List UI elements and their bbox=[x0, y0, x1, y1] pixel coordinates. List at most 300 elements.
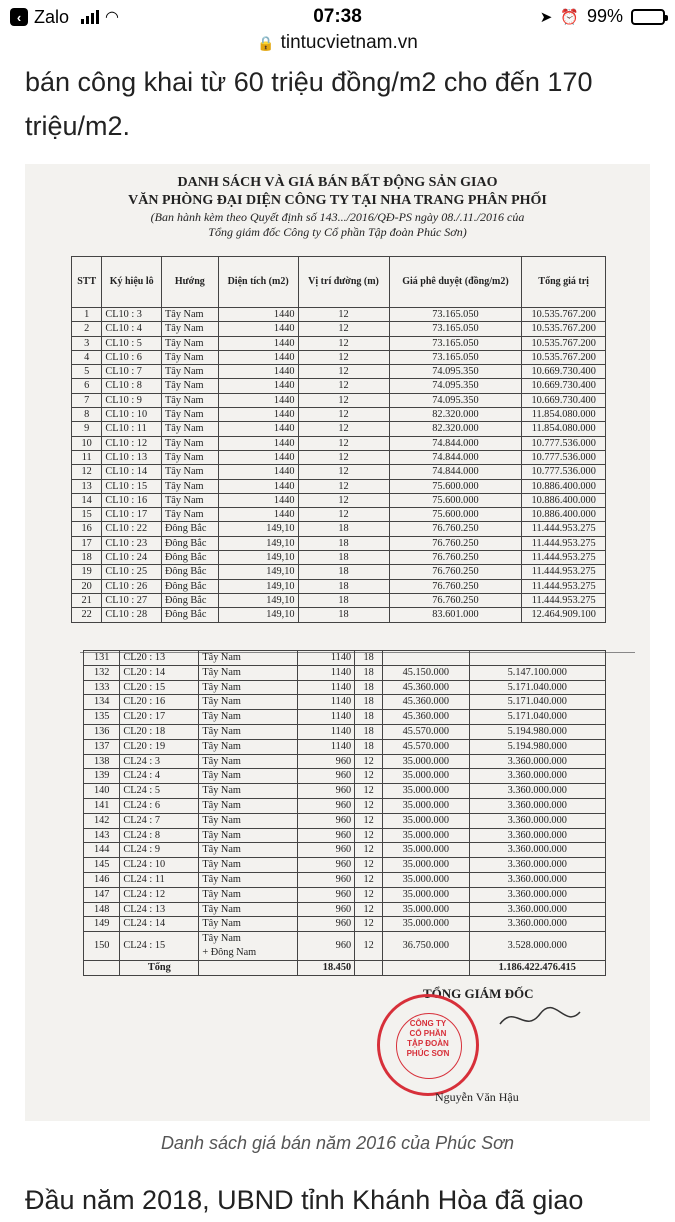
cell-area: 149,10 bbox=[218, 565, 298, 579]
cell-direction: Tây Nam bbox=[199, 798, 298, 813]
cell-direction: Tây Nam bbox=[199, 739, 298, 754]
cell-area: 960 bbox=[297, 872, 354, 887]
cell-stt: 140 bbox=[84, 784, 120, 799]
cell-total: 3.360.000.000 bbox=[469, 902, 605, 917]
cell-price: 35.000.000 bbox=[383, 872, 469, 887]
cell-road: 12 bbox=[355, 813, 383, 828]
stamp-line: PHÚC SƠN bbox=[406, 1049, 450, 1058]
cell-road: 12 bbox=[355, 769, 383, 784]
cell-area: 960 bbox=[297, 769, 354, 784]
table-row bbox=[72, 565, 606, 579]
cell-stt: 4 bbox=[72, 350, 102, 364]
signer-name: Nguyễn Văn Hậu bbox=[435, 1090, 519, 1104]
cell-road: 18 bbox=[355, 680, 383, 695]
cell-price: 76.760.250 bbox=[389, 536, 522, 550]
cell-road: 18 bbox=[298, 522, 389, 536]
cell-area: 960 bbox=[297, 917, 354, 932]
cell-direction: Tây Nam bbox=[199, 665, 298, 680]
direction-line1: Tây Nam bbox=[202, 933, 241, 945]
cell-stt: 8 bbox=[72, 408, 102, 422]
cell-stt: 17 bbox=[72, 536, 102, 550]
cell-lot: CL10 : 25 bbox=[102, 565, 162, 579]
back-arrow-icon[interactable]: ‹ bbox=[10, 8, 28, 26]
cell-price: 74.844.000 bbox=[389, 465, 522, 479]
cell-area: 1440 bbox=[218, 508, 298, 522]
cell-area: 1440 bbox=[218, 465, 298, 479]
table-row bbox=[84, 932, 606, 961]
cell-road: 12 bbox=[298, 393, 389, 407]
battery-percent: 99% bbox=[586, 6, 623, 26]
table-row bbox=[84, 917, 606, 932]
table-row bbox=[84, 843, 606, 858]
cell-price: 76.760.250 bbox=[389, 593, 522, 607]
cell-total bbox=[469, 651, 605, 666]
cell-direction: Tây Nam bbox=[161, 322, 218, 336]
cell-direction: Đông Bắc bbox=[161, 593, 218, 607]
cell-road: 12 bbox=[298, 322, 389, 336]
cell-stt: 146 bbox=[84, 872, 120, 887]
cell-stt: 141 bbox=[84, 798, 120, 813]
alarm-icon: ⏰ bbox=[560, 8, 579, 26]
cell-stt: 143 bbox=[84, 828, 120, 843]
cell-stt: 131 bbox=[84, 651, 120, 666]
table-row bbox=[84, 739, 606, 754]
cell-area: 1440 bbox=[218, 365, 298, 379]
cell-direction: Tây Nam bbox=[199, 902, 298, 917]
cell-road: 12 bbox=[298, 422, 389, 436]
cell-stt: 144 bbox=[84, 843, 120, 858]
cell-lot: CL24 : 8 bbox=[120, 828, 199, 843]
cell-total: 10.535.767.200 bbox=[522, 322, 606, 336]
cell-stt: 20 bbox=[72, 579, 102, 593]
cell-direction: Tây Nam bbox=[161, 450, 218, 464]
cell-price: 75.600.000 bbox=[389, 508, 522, 522]
cell-stt: 21 bbox=[72, 593, 102, 607]
cell-price: 45.360.000 bbox=[383, 695, 469, 710]
cell-total: 5.194.980.000 bbox=[469, 739, 605, 754]
table-row bbox=[72, 522, 606, 536]
cell-road: 18 bbox=[298, 593, 389, 607]
cell-price: 45.570.000 bbox=[383, 724, 469, 739]
cell-lot: CL10 : 6 bbox=[102, 350, 162, 364]
cell-road: 18 bbox=[355, 665, 383, 680]
cell-area: 149,10 bbox=[218, 522, 298, 536]
cell-stt: 13 bbox=[72, 479, 102, 493]
back-app-label[interactable]: Zalo bbox=[34, 6, 70, 27]
cell-price: 74.095.350 bbox=[389, 393, 522, 407]
cell-price: 45.150.000 bbox=[383, 665, 469, 680]
table-row bbox=[84, 710, 606, 725]
cell-road: 18 bbox=[298, 608, 389, 622]
cell-road: 12 bbox=[298, 408, 389, 422]
url-domain[interactable]: tintucvietnam.vn bbox=[280, 32, 418, 53]
cell-direction: Tây Nam bbox=[161, 465, 218, 479]
cell-stt: 10 bbox=[72, 436, 102, 450]
cell-road: 12 bbox=[298, 379, 389, 393]
cell-road: 12 bbox=[298, 493, 389, 507]
cell-price: 76.760.250 bbox=[389, 579, 522, 593]
cell-stt: 148 bbox=[84, 902, 120, 917]
cell-total: 5.147.100.000 bbox=[469, 665, 605, 680]
table-row bbox=[72, 365, 606, 379]
cell-direction: Tây Nam bbox=[199, 680, 298, 695]
cell-total: 3.360.000.000 bbox=[469, 828, 605, 843]
cell-stt: 133 bbox=[84, 680, 120, 695]
table-row bbox=[84, 769, 606, 784]
document-header bbox=[25, 174, 650, 240]
cell-lot: CL10 : 26 bbox=[102, 579, 162, 593]
cell-stt: 19 bbox=[72, 565, 102, 579]
cell-total: 3.360.000.000 bbox=[469, 769, 605, 784]
cell-price: 35.000.000 bbox=[383, 887, 469, 902]
cell-direction: Tây Nam bbox=[161, 393, 218, 407]
cell-area: 1440 bbox=[218, 336, 298, 350]
cell-price: 73.165.050 bbox=[389, 308, 522, 322]
table-row bbox=[84, 651, 606, 666]
price-table-top bbox=[71, 256, 606, 623]
cell-direction: Tây Nam bbox=[199, 813, 298, 828]
table-row bbox=[72, 479, 606, 493]
column-header: Ký hiệu lô bbox=[102, 257, 162, 308]
cell-stt: 139 bbox=[84, 769, 120, 784]
cell-price: 75.600.000 bbox=[389, 493, 522, 507]
table-row bbox=[84, 872, 606, 887]
cell-road: 12 bbox=[355, 872, 383, 887]
cell-area: 960 bbox=[297, 843, 354, 858]
cell-stt: 15 bbox=[72, 508, 102, 522]
cell-price: 35.000.000 bbox=[383, 858, 469, 873]
image-caption: Danh sách giá bán năm 2016 của Phúc Sơn bbox=[160, 1133, 515, 1153]
cell-total: 5.171.040.000 bbox=[469, 710, 605, 725]
cell-lot: CL10 : 12 bbox=[102, 436, 162, 450]
cell-direction: Tây Nam bbox=[161, 436, 218, 450]
cell-area: 1440 bbox=[218, 450, 298, 464]
table-row bbox=[72, 508, 606, 522]
cell-road: 12 bbox=[355, 902, 383, 917]
cell-total: 10.777.536.000 bbox=[522, 450, 606, 464]
cell-stt: 137 bbox=[84, 739, 120, 754]
cell-direction: Tây Nam bbox=[161, 493, 218, 507]
cell-direction: Tây Nam bbox=[199, 917, 298, 932]
cell-direction: Tây Nam bbox=[161, 379, 218, 393]
cell-total: 3.360.000.000 bbox=[469, 754, 605, 769]
table-row bbox=[72, 436, 606, 450]
table-row bbox=[72, 408, 606, 422]
cell-total: 10.669.730.400 bbox=[522, 365, 606, 379]
cell-lot: CL24 : 6 bbox=[120, 798, 199, 813]
cell-area: 1140 bbox=[297, 665, 354, 680]
stamp-line: CÔNG TY bbox=[409, 1019, 447, 1028]
table-row bbox=[72, 536, 606, 550]
cell-price: 82.320.000 bbox=[389, 422, 522, 436]
cell-road: 12 bbox=[298, 508, 389, 522]
cell-total: 11.854.080.000 bbox=[522, 408, 606, 422]
cell-direction: Tây Nam bbox=[161, 336, 218, 350]
table-row bbox=[72, 422, 606, 436]
document-title-1: DANH SÁCH VÀ GIÁ BÁN BẤT ĐỘNG SẢN GIAO bbox=[177, 175, 498, 190]
cell-direction: Tây Nam bbox=[199, 710, 298, 725]
cell-price bbox=[383, 651, 469, 666]
cell-road: 18 bbox=[298, 579, 389, 593]
cell-area: 1440 bbox=[218, 322, 298, 336]
table-row bbox=[72, 308, 606, 322]
cell-road: 12 bbox=[355, 843, 383, 858]
cell-price: 74.844.000 bbox=[389, 450, 522, 464]
lock-icon: 🔒 bbox=[257, 35, 275, 51]
total-row bbox=[84, 961, 606, 976]
table-row bbox=[72, 493, 606, 507]
cell-total: 5.171.040.000 bbox=[469, 680, 605, 695]
cell-lot: CL10 : 24 bbox=[102, 551, 162, 565]
cell-direction: Đông Bắc bbox=[161, 522, 218, 536]
table-row bbox=[72, 379, 606, 393]
cell-lot: CL24 : 14 bbox=[120, 917, 199, 932]
cell-price: 75.600.000 bbox=[389, 479, 522, 493]
cell-total: 3.360.000.000 bbox=[469, 858, 605, 873]
cell-direction: Tây Nam bbox=[199, 769, 298, 784]
cell-price: 35.000.000 bbox=[383, 784, 469, 799]
cell-stt: 18 bbox=[72, 551, 102, 565]
cell-area: 1440 bbox=[218, 479, 298, 493]
cell-direction: Đông Bắc bbox=[161, 551, 218, 565]
cell-total: 10.777.536.000 bbox=[522, 465, 606, 479]
table-row bbox=[84, 724, 606, 739]
column-header: Hướng bbox=[161, 257, 218, 308]
cell-area: 1140 bbox=[297, 680, 354, 695]
cell-road: 12 bbox=[355, 798, 383, 813]
cell-road: 12 bbox=[298, 365, 389, 379]
cell-lot: CL20 : 14 bbox=[120, 665, 199, 680]
cell-road: 12 bbox=[298, 450, 389, 464]
cell-stt: 135 bbox=[84, 710, 120, 725]
cell-lot: CL24 : 12 bbox=[120, 887, 199, 902]
cell-direction: Tây Nam bbox=[161, 408, 218, 422]
cell-area: 960 bbox=[297, 858, 354, 873]
cell-total: 11.444.953.275 bbox=[522, 593, 606, 607]
cell-lot: CL20 : 18 bbox=[120, 724, 199, 739]
cell-lot: CL20 : 17 bbox=[120, 710, 199, 725]
cell-area: 1140 bbox=[297, 710, 354, 725]
cell-area: 960 bbox=[297, 828, 354, 843]
cell-area: 1140 bbox=[297, 651, 354, 666]
cell-direction: Tây Nam bbox=[199, 724, 298, 739]
total-label: Tổng bbox=[120, 961, 199, 976]
cell-road: 12 bbox=[298, 350, 389, 364]
cell-road: 12 bbox=[298, 436, 389, 450]
cell-direction: Tây Nam bbox=[161, 422, 218, 436]
cell-total: 5.194.980.000 bbox=[469, 724, 605, 739]
cell-price: 76.760.250 bbox=[389, 565, 522, 579]
company-stamp bbox=[377, 994, 479, 1096]
cell-price: 35.000.000 bbox=[383, 828, 469, 843]
cell-area: 1440 bbox=[218, 379, 298, 393]
cell-lot: CL10 : 16 bbox=[102, 493, 162, 507]
cell-area: 1440 bbox=[218, 350, 298, 364]
cell-direction: Tây Nam bbox=[161, 508, 218, 522]
cell-price: 74.095.350 bbox=[389, 365, 522, 379]
cell-price: 76.760.250 bbox=[389, 522, 522, 536]
total-area: 18.450 bbox=[297, 961, 354, 976]
cell-direction: Tây Nam bbox=[161, 308, 218, 322]
cell-stt: 2 bbox=[72, 322, 102, 336]
table-row bbox=[84, 680, 606, 695]
cell-area: 149,10 bbox=[218, 579, 298, 593]
cell-total: 10.535.767.200 bbox=[522, 308, 606, 322]
table-row bbox=[84, 754, 606, 769]
cell-stt: 9 bbox=[72, 422, 102, 436]
cell-road: 18 bbox=[355, 739, 383, 754]
table-row bbox=[72, 393, 606, 407]
cell-area: 149,10 bbox=[218, 593, 298, 607]
table-row bbox=[72, 322, 606, 336]
cell-total: 10.535.767.200 bbox=[522, 336, 606, 350]
cell-road: 12 bbox=[298, 308, 389, 322]
cell-lot: CL20 : 16 bbox=[120, 695, 199, 710]
cell-total: 11.444.953.275 bbox=[522, 536, 606, 550]
cell-stt: 147 bbox=[84, 887, 120, 902]
cell-road: 18 bbox=[355, 724, 383, 739]
cell-price: 35.000.000 bbox=[383, 798, 469, 813]
price-table-bottom bbox=[83, 650, 606, 976]
cell-price: 35.000.000 bbox=[383, 917, 469, 932]
cell-area: 149,10 bbox=[218, 551, 298, 565]
table-row bbox=[84, 665, 606, 680]
cell-direction: Đông Bắc bbox=[161, 565, 218, 579]
signature-scribble bbox=[495, 1004, 585, 1034]
cell-lot: CL10 : 10 bbox=[102, 408, 162, 422]
cell-direction: Tây Nam bbox=[199, 695, 298, 710]
cell-total: 11.854.080.000 bbox=[522, 422, 606, 436]
cell-road: 12 bbox=[355, 887, 383, 902]
cell-lot: CL10 : 28 bbox=[102, 608, 162, 622]
total-value: 1.186.422.476.415 bbox=[469, 961, 605, 976]
cell-total: 3.360.000.000 bbox=[469, 798, 605, 813]
stamp-line: TẬP ĐOÀN bbox=[407, 1039, 449, 1048]
article-paragraph-next: Đầu năm 2018, UBND tỉnh Khánh Hòa đã giao bbox=[25, 1185, 584, 1215]
table-row bbox=[84, 887, 606, 902]
cell-direction: Tây Nam bbox=[199, 872, 298, 887]
article-paragraph: bán công khai từ 60 triệu đồng/m2 cho đến 170 triệu/m2. bbox=[25, 67, 593, 141]
cell-total: 11.444.953.275 bbox=[522, 565, 606, 579]
cell-road: 12 bbox=[355, 828, 383, 843]
cell-lot: CL24 : 9 bbox=[120, 843, 199, 858]
cell-area: 960 bbox=[297, 813, 354, 828]
cell-total: 5.171.040.000 bbox=[469, 695, 605, 710]
cell-road: 12 bbox=[355, 754, 383, 769]
cell-lot: CL10 : 14 bbox=[102, 465, 162, 479]
cell-stt: 1 bbox=[72, 308, 102, 322]
cell-road: 18 bbox=[355, 651, 383, 666]
cell-road: 12 bbox=[298, 336, 389, 350]
table-row bbox=[84, 828, 606, 843]
cell-stt: 132 bbox=[84, 665, 120, 680]
cell-lot: CL20 : 13 bbox=[120, 651, 199, 666]
cell-price: 74.844.000 bbox=[389, 436, 522, 450]
cell-lot: CL10 : 13 bbox=[102, 450, 162, 464]
document-title-2: VĂN PHÒNG ĐẠI DIỆN CÔNG TY TẠI NHA TRANG PHÂN PHỐI bbox=[128, 193, 547, 208]
table-row bbox=[72, 450, 606, 464]
cell-area: 1140 bbox=[297, 695, 354, 710]
cell-direction: Tây Nam bbox=[199, 887, 298, 902]
cell-price: 82.320.000 bbox=[389, 408, 522, 422]
table-row bbox=[72, 551, 606, 565]
column-header: Tổng giá trị bbox=[522, 257, 606, 308]
cell-road: 18 bbox=[298, 551, 389, 565]
cell-stt: 5 bbox=[72, 365, 102, 379]
cell-price: 45.360.000 bbox=[383, 680, 469, 695]
cell-road: 18 bbox=[298, 565, 389, 579]
cell-stt: 149 bbox=[84, 917, 120, 932]
document-subtitle-2: Tổng giám đốc Công ty Cổ phần Tập đoàn Phúc Sơn) bbox=[208, 225, 467, 239]
document-subtitle-1: (Ban hành kèm theo Quyết định số 143.../2016/QĐ-PS ngày 08./.11./2016 của bbox=[150, 210, 525, 224]
wifi-icon: ◠ bbox=[105, 9, 119, 26]
cell-stt: 142 bbox=[84, 813, 120, 828]
table-row bbox=[84, 784, 606, 799]
cell-total: 10.886.400.000 bbox=[522, 479, 606, 493]
cell-direction: Tây Nam bbox=[199, 843, 298, 858]
cell-direction bbox=[199, 932, 298, 961]
cell-direction: Tây Nam bbox=[161, 479, 218, 493]
cell-area: 149,10 bbox=[218, 536, 298, 550]
cell-direction: Tây Nam bbox=[199, 754, 298, 769]
cell-stt: 22 bbox=[72, 608, 102, 622]
table-row bbox=[72, 579, 606, 593]
cell-total: 10.535.767.200 bbox=[522, 350, 606, 364]
cell-stt: 16 bbox=[72, 522, 102, 536]
cell-stt: 145 bbox=[84, 858, 120, 873]
cell-area: 960 bbox=[297, 754, 354, 769]
cell-road: 12 bbox=[355, 784, 383, 799]
column-header: Giá phê duyệt (đồng/m2) bbox=[389, 257, 522, 308]
url-bar[interactable] bbox=[0, 32, 675, 62]
document-image[interactable] bbox=[25, 164, 650, 1121]
cell-price: 83.601.000 bbox=[389, 608, 522, 622]
cell-road: 12 bbox=[298, 465, 389, 479]
table-row bbox=[84, 695, 606, 710]
cell-direction: Tây Nam bbox=[199, 784, 298, 799]
cell-road: 12 bbox=[298, 479, 389, 493]
cell-stt: 11 bbox=[72, 450, 102, 464]
cell-stt: 14 bbox=[72, 493, 102, 507]
cell-total: 3.360.000.000 bbox=[469, 872, 605, 887]
cell-lot: CL10 : 11 bbox=[102, 422, 162, 436]
cell-lot: CL10 : 4 bbox=[102, 322, 162, 336]
cell-area: 1440 bbox=[218, 493, 298, 507]
cell-total: 10.886.400.000 bbox=[522, 493, 606, 507]
cell-area: 960 bbox=[297, 902, 354, 917]
cell-lot: CL10 : 23 bbox=[102, 536, 162, 550]
cell-price: 35.000.000 bbox=[383, 754, 469, 769]
table-header-row bbox=[72, 257, 606, 308]
cell-direction: Đông Bắc bbox=[161, 536, 218, 550]
cell-lot: CL10 : 3 bbox=[102, 308, 162, 322]
cell-lot: CL24 : 11 bbox=[120, 872, 199, 887]
cell-area: 1440 bbox=[218, 422, 298, 436]
cell-price: 73.165.050 bbox=[389, 322, 522, 336]
cell-stt: 150 bbox=[84, 932, 120, 961]
cell-lot: CL10 : 8 bbox=[102, 379, 162, 393]
cell-area: 1140 bbox=[297, 724, 354, 739]
cell-lot: CL24 : 15 bbox=[120, 932, 199, 961]
cell-lot: CL24 : 10 bbox=[120, 858, 199, 873]
table-row bbox=[84, 902, 606, 917]
cell-lot: CL10 : 27 bbox=[102, 593, 162, 607]
column-header: Diện tích (m2) bbox=[218, 257, 298, 308]
cell-lot: CL10 : 5 bbox=[102, 336, 162, 350]
cell-lot: CL24 : 13 bbox=[120, 902, 199, 917]
cell-stt: 6 bbox=[72, 379, 102, 393]
table-row bbox=[72, 465, 606, 479]
